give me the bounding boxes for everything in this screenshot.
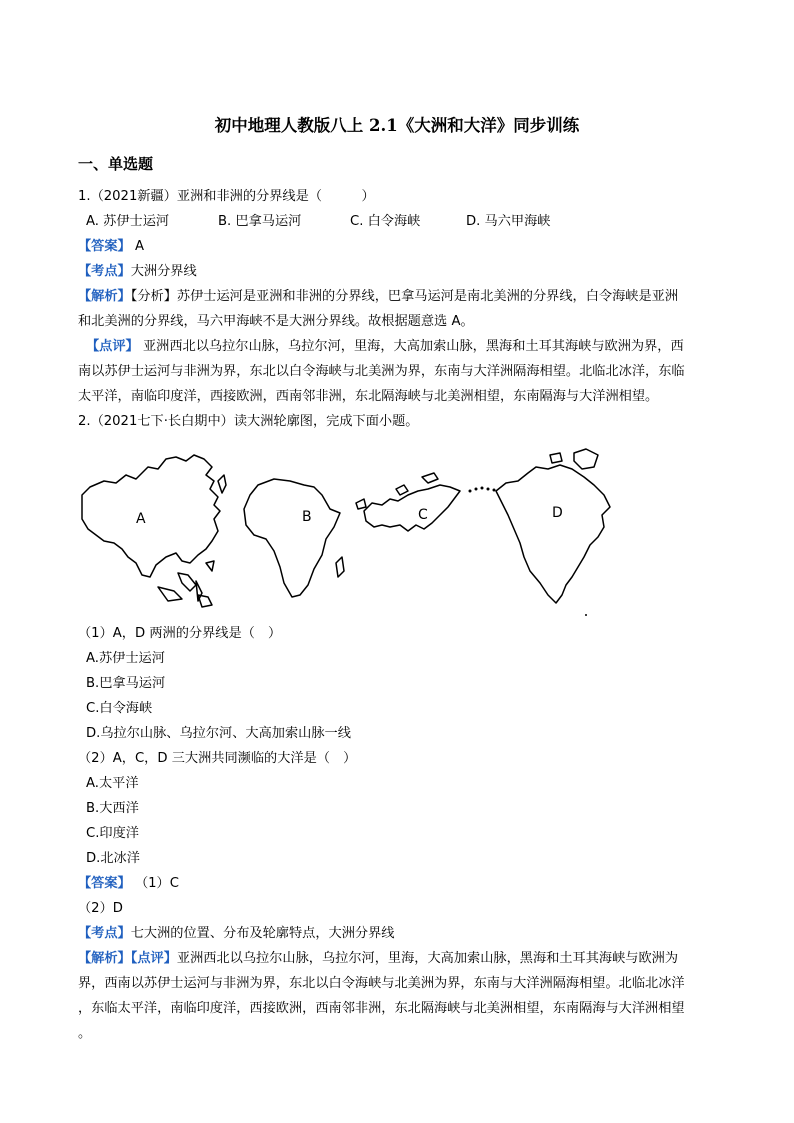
point-label: 【考点】	[78, 264, 131, 279]
continent-d-outline	[496, 465, 610, 603]
review-label: 【点评】	[130, 951, 177, 966]
review-label: 【点评】	[86, 339, 139, 354]
q1-options	[86, 213, 550, 231]
q1-review-text-2: 南以苏伊士运河与非洲为界，东北以白令海峡与北美洲为界，东南与大洋洲隔海相望。北临北冰洋，东临	[78, 364, 685, 379]
q1-option-b: B. 巴拿马运河	[218, 214, 302, 229]
q2-sub2-stem: （2）A，C，D 三大洲共同濒临的大洋是（ ）	[78, 751, 357, 766]
point-value: 大洲分界线	[130, 264, 197, 279]
q1-option-a: A. 苏伊士运河	[86, 214, 170, 229]
answer-label: 【答案】	[78, 876, 131, 891]
answer-label: 【答案】	[78, 239, 131, 254]
q2-sub2-option-a: A.太平洋	[86, 776, 139, 791]
q2-sub1-stem: （1）A，D 两洲的分界线是（ ）	[78, 626, 282, 641]
q2-sub2-option-d: D.北冰洋	[86, 851, 140, 866]
review-text-1: 亚洲西北以乌拉尔山脉，乌拉尔河，里海，大高加索山脉，黑海和土耳其海峡与欧洲为界，西	[138, 339, 684, 354]
q2-sub2-option-b: B.大西洋	[86, 801, 139, 816]
answer-value-1: （1）C	[130, 876, 179, 891]
map-label-d: D	[552, 505, 563, 521]
q1-analysis	[78, 288, 678, 306]
q1-review	[86, 338, 684, 356]
continent-outline-map	[78, 445, 623, 617]
q2-analysis	[78, 950, 678, 968]
answer-value: A	[130, 239, 144, 254]
analysis-sublabel: 【分析】	[130, 289, 177, 304]
q2-stem: 2.（2021七下·长白期中）读大洲轮廓图，完成下面小题。	[78, 414, 419, 429]
continent-b-outline	[244, 479, 340, 597]
q1-point	[78, 263, 197, 281]
map-label-b: B	[302, 509, 312, 525]
q1-option-d: D. 马六甲海峡	[466, 214, 551, 229]
q2-answer-value-2: （2）D	[78, 901, 123, 916]
page-title: 初中地理人教版八上 2.1《大洲和大洋》同步训练	[214, 116, 580, 135]
q1-answer	[78, 238, 144, 256]
q2-answer	[78, 875, 179, 893]
map-label-c: C	[418, 507, 428, 523]
q2-sub1-option-c: C.白令海峡	[86, 701, 153, 716]
analysis-text-1: 亚洲西北以乌拉尔山脉，乌拉尔河，里海，大高加索山脉，黑海和土耳其海峡与欧洲为	[176, 951, 679, 966]
point-label: 【考点】	[78, 926, 131, 941]
q1-stem: 1.（2021新疆）亚洲和非洲的分界线是（ ）	[78, 189, 375, 204]
q2-analysis-text-4: 。	[78, 1026, 92, 1041]
analysis-label: 【解析】	[78, 289, 131, 304]
q2-analysis-text-3: ，东临太平洋，南临印度洋，西接欧洲，西南邻非洲，东北隔海峡与北美洲相望，东南隔海与大洋洲相望	[78, 1001, 685, 1016]
q1-review-text-3: 太平洋，南临印度洋，西接欧洲，西南邻非洲，东北隔海峡与北美洲相望，东南隔海与大洋洲相望。	[78, 389, 659, 404]
section-heading: 一、单选题	[78, 155, 154, 173]
q2-sub1-option-b: B.巴拿马运河	[86, 676, 166, 691]
q2-point	[78, 925, 395, 943]
q2-sub2-option-c: C.印度洋	[86, 826, 139, 841]
analysis-label: 【解析】	[78, 951, 131, 966]
map-label-a: A	[136, 511, 146, 527]
q2-sub1-option-a: A.苏伊士运河	[86, 651, 165, 666]
q2-analysis-text-2: 界，西南以苏伊士运河与非洲为界，东北以白令海峡与北美洲为界，东南与大洋洲隔海相望。北临北冰洋	[78, 976, 685, 991]
continent-a-outline	[82, 455, 220, 577]
analysis-text-1: 苏伊士运河是亚洲和非洲的分界线，巴拿马运河是南北美洲的分界线，白令海峡是亚洲	[176, 289, 679, 304]
q2-sub1-option-d: D.乌拉尔山脉、乌拉尔河、大高加索山脉一线	[86, 726, 351, 741]
continent-c-outline	[364, 485, 460, 531]
q1-option-c: C. 白令海峡	[350, 214, 421, 229]
q1-analysis-text-2: 和北美洲的分界线，马六甲海峡不是大洲分界线。故根据题意选 A。	[78, 314, 474, 329]
point-value: 七大洲的位置、分布及轮廓特点，大洲分界线	[130, 926, 395, 941]
